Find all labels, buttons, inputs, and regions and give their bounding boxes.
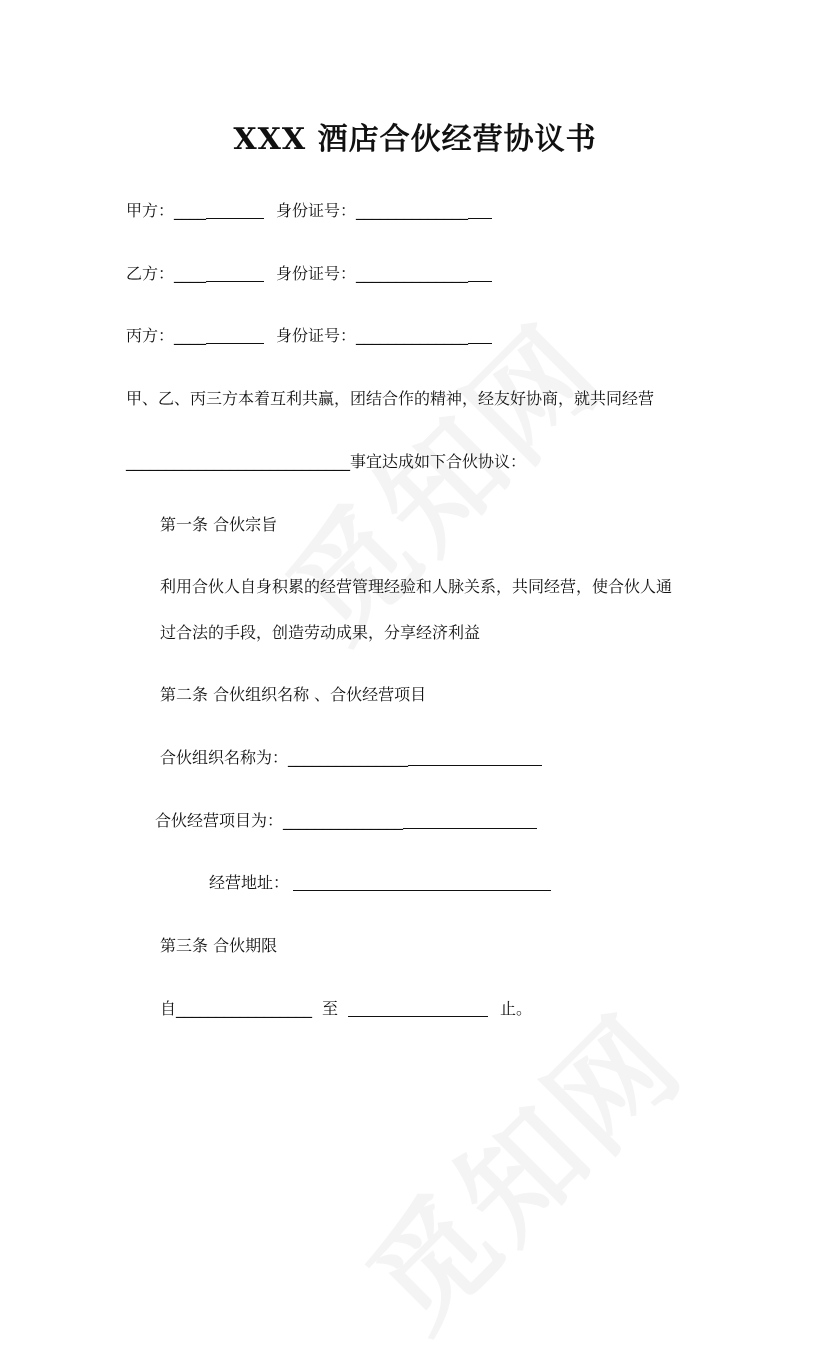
partnership-name-blank: _______________ <box>288 748 409 767</box>
partnership-project-line <box>155 810 537 832</box>
party-a-id-label: 身份证号： <box>276 201 357 220</box>
party-c-label: 丙方： <box>126 326 175 345</box>
party-b-id-underline <box>468 265 492 282</box>
partnership-project-label: 合伙经营项目为： <box>155 811 284 830</box>
intro-blank: ____________________________ <box>126 452 350 471</box>
party-c-id-blank: ______________ <box>356 326 469 345</box>
party-c-blank: ____ <box>174 326 207 345</box>
partnership-name-line <box>160 747 542 769</box>
party-b-id-label: 身份证号： <box>276 264 357 283</box>
party-b-blank: ____ <box>174 264 207 283</box>
intro-line-2 <box>126 451 526 473</box>
partnership-project-blank: _______________ <box>283 811 404 830</box>
term-end: 止。 <box>500 999 533 1018</box>
article-3-heading: 第三条 合伙期限 <box>160 936 278 955</box>
party-a-blank: ____ <box>174 201 207 220</box>
party-a-line <box>126 200 492 222</box>
party-a-label: 甲方： <box>126 201 175 220</box>
intro-line-2-text: 事宜达成如下合伙协议： <box>350 452 527 471</box>
party-b-label: 乙方： <box>126 264 175 283</box>
party-a-underline <box>206 202 264 219</box>
party-b-underline <box>206 265 264 282</box>
term-from: 自 <box>160 999 177 1018</box>
partnership-name-underline <box>408 749 542 766</box>
party-c-id-label: 身份证号： <box>276 326 357 345</box>
party-c-underline <box>206 327 264 344</box>
article-1-body-line-1: 利用合伙人自身积累的经营管理经验和人脉关系，共同经营，使合伙人通 <box>160 577 673 596</box>
term-to: 至 <box>322 999 339 1018</box>
party-a-id-blank: ______________ <box>356 201 469 220</box>
party-c-line <box>126 325 492 347</box>
article-1-body-line-2: 过合法的手段，创造劳动成果，分享经济利益 <box>160 623 481 642</box>
term-to-underline <box>348 1000 488 1017</box>
document-title: XXX 酒店合伙经营协议书 <box>233 122 597 157</box>
watermark-bottom <box>325 972 714 1360</box>
intro-line-1: 甲、乙、丙三方本着互利共赢，团结合作的精神，经友好协商，就共同经营 <box>126 389 655 408</box>
party-b-line <box>126 263 492 285</box>
partnership-project-underline <box>403 812 537 829</box>
business-address-label: 经营地址： <box>209 873 290 892</box>
business-address-line <box>209 872 551 894</box>
business-address-underline <box>293 874 551 891</box>
term-line <box>160 998 532 1020</box>
article-2-heading: 第二条 合伙组织名称 、合伙经营项目 <box>160 685 427 704</box>
party-c-id-underline <box>468 327 492 344</box>
party-a-id-underline <box>468 202 492 219</box>
partnership-name-label: 合伙组织名称为： <box>160 748 289 767</box>
party-b-id-blank: ______________ <box>356 264 469 283</box>
article-1-heading: 第一条 合伙宗旨 <box>160 515 278 534</box>
term-from-blank: _________________ <box>176 999 313 1018</box>
